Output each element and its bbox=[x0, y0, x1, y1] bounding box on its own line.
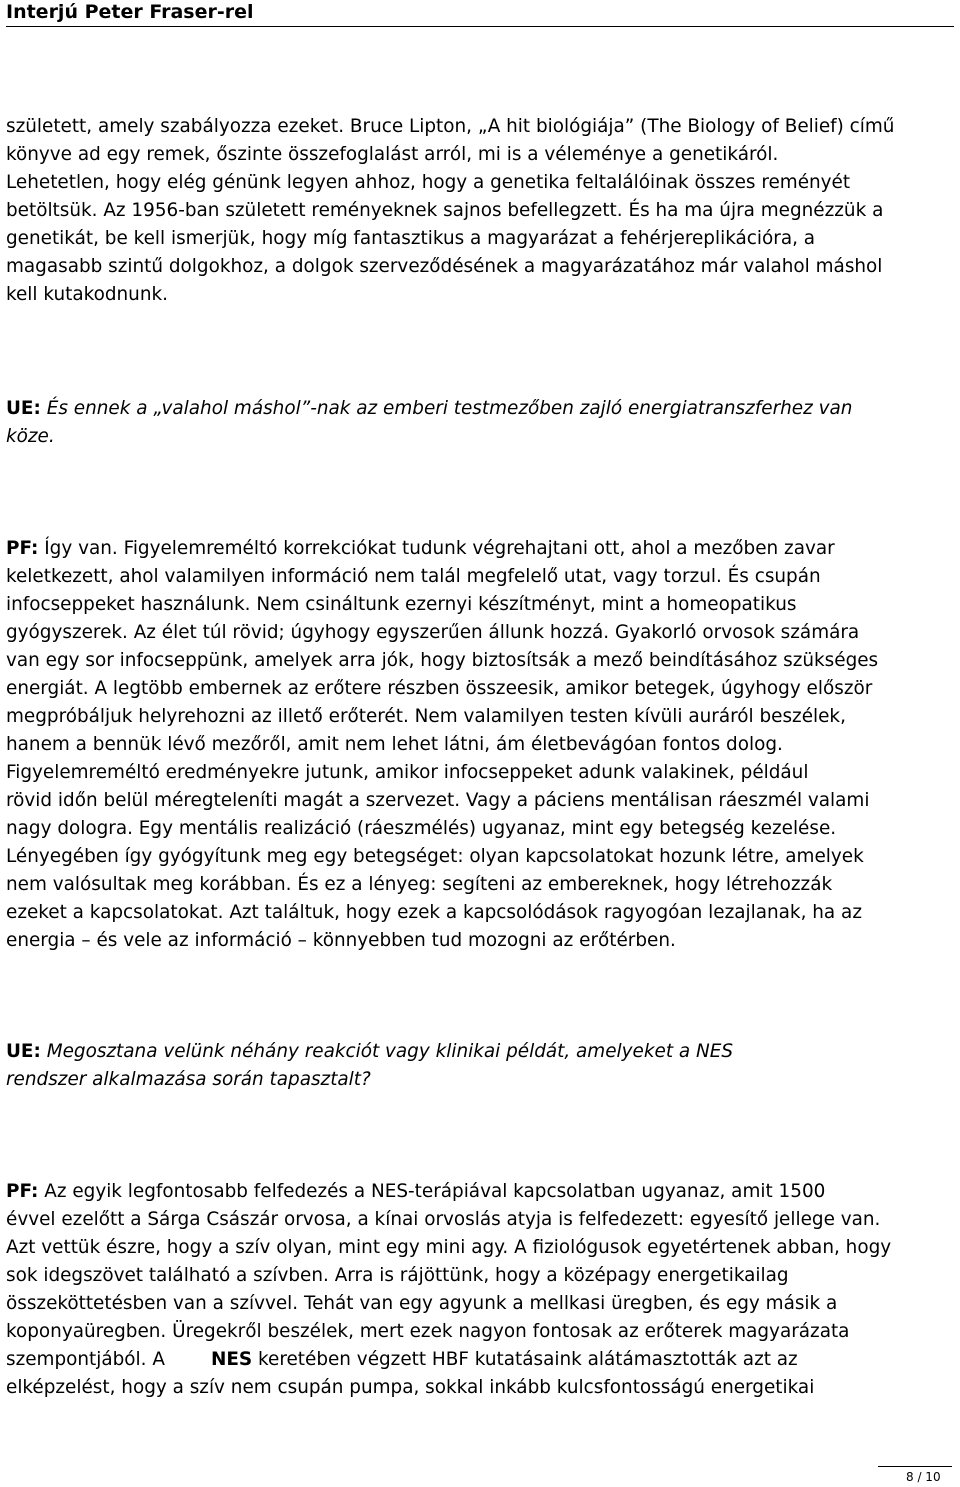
speaker-label-pf: PF: bbox=[6, 1181, 39, 1202]
answer-heart-brain bbox=[6, 1178, 956, 1402]
text-segment: keretében végzett HBF kutatásaink alátámasztották azt az bbox=[258, 1349, 798, 1370]
answer-text: Így van. Figyelemreméltó korrekciókat tudunk végrehajtani ott, ahol a mezőben zavar bbox=[44, 538, 835, 559]
text-line: Azt vettük észre, hogy a szív olyan, mint egy mini agy. A fiziológusok egyetértenek abban, hogy bbox=[6, 1237, 892, 1258]
question-text: Megosztana velünk néhány reakciót vagy klinikai példát, amelyeket a NES bbox=[46, 1041, 734, 1062]
question-text: rendszer alkalmazása során tapasztalt? bbox=[6, 1069, 371, 1090]
text-line: Lényegében így gyógyítunk meg egy betegséget: olyan kapcsolatokat hozunk létre, amelyek bbox=[6, 846, 864, 867]
text-line: Lehetetlen, hogy elég génünk legyen ahhoz, hogy a genetika feltalálóinak összes reményét bbox=[6, 172, 851, 193]
question-clinical-examples bbox=[6, 1038, 956, 1094]
text-line: könyve ad egy remek, őszinte összefoglalást arról, mi is a véleménye a genetikáról. bbox=[6, 144, 779, 165]
text-line: sok idegszövet található a szívben. Arra is rájöttünk, hogy a középagy energetikailag bbox=[6, 1265, 789, 1286]
question-text: És ennek a „valahol máshol”-nak az emberi testmezőben zajló energiatranszferhez van bbox=[46, 398, 853, 419]
text-line: nem valósultak meg korábban. És ez a lényeg: segíteni az embereknek, hogy létrehozzák bbox=[6, 874, 833, 895]
text-line: gyógyszerek. Az élet túl rövid; úgyhogy egyszerűen állunk hozzá. Gyakorló orvosok számára bbox=[6, 622, 860, 643]
text-segment: szempontjából. A bbox=[6, 1349, 165, 1370]
footer-divider bbox=[878, 1466, 952, 1467]
header-divider bbox=[6, 26, 954, 27]
text-line: koponyaüregben. Üregekről beszélek, mert ezek nagyon fontosak az erőterek magyarázata bbox=[6, 1321, 850, 1342]
text-line: magasabb szintű dolgokhoz, a dolgok szerveződésének a magyarázatához már valahol máshol bbox=[6, 256, 883, 277]
text-line: évvel ezelőtt a Sárga Császár orvosa, a kínai orvoslás atyja is felfedezett: egyesítő jellege van. bbox=[6, 1209, 881, 1230]
nes-bold-term: NES bbox=[210, 1349, 253, 1370]
text-line: nagy dologra. Egy mentális realizáció (ráeszmélés) ugyanaz, mint egy betegség kezelése. bbox=[6, 818, 837, 839]
text-line: elképzelést, hogy a szív nem csupán pumpa, sokkal inkább kulcsfontosságú energetikai bbox=[6, 1377, 815, 1398]
text-line: kell kutakodnunk. bbox=[6, 284, 168, 305]
text-line: született, amely szabályozza ezeket. Bruce Lipton, „A hit biológiája” (The Biology of Belief) című bbox=[6, 116, 895, 137]
text-line: megpróbáljuk helyrehozni az illető erőterét. Nem valamilyen testen kívüli auráról beszélek, bbox=[6, 706, 846, 727]
speaker-label-ue: UE: bbox=[6, 1041, 41, 1062]
text-line: hanem a bennük lévő mezőről, amit nem lehet látni, ám életbevágóan fontos dolog. bbox=[6, 734, 783, 755]
text-line: infocseppeket használunk. Nem csináltunk ezernyi készítményt, mint a homeopatikus bbox=[6, 594, 797, 615]
text-line: keletkezett, ahol valamilyen információ nem talál megfelelő utat, vagy torzul. És csupán bbox=[6, 566, 821, 587]
page-header-title: Interjú Peter Fraser-rel bbox=[6, 1, 254, 23]
text-line: genetikát, be kell ismerjük, hogy míg fantasztikus a magyarázat a fehérjereplikációra, a bbox=[6, 228, 816, 249]
text-line: összeköttetésben van a szívvel. Tehát van egy agyunk a mellkasi üregben, és egy másik a bbox=[6, 1293, 838, 1314]
text-line: van egy sor infocseppünk, amelyek arra jók, hogy biztosítsák a mező beindításához szükséges bbox=[6, 650, 879, 671]
answer-text: Az egyik legfontosabb felfedezés a NES-terápiával kapcsolatban ugyanaz, amit 1500 bbox=[44, 1181, 826, 1202]
question-energy-transfer bbox=[6, 395, 956, 451]
question-text: köze. bbox=[6, 426, 55, 447]
text-line: energia – és vele az információ – könnyebben tud mozogni az erőtérben. bbox=[6, 930, 676, 951]
answer-infodrops bbox=[6, 535, 956, 955]
paragraph-genetics bbox=[6, 113, 956, 309]
text-line: ezeket a kapcsolatokat. Azt találtuk, hogy ezek a kapcsolódások ragyogóan lezajlanak, ha az bbox=[6, 902, 862, 923]
text-line: Figyelemreméltó eredményekre jutunk, amikor infocseppeket adunk valakinek, például bbox=[6, 762, 809, 783]
text-line: rövid időn belül méregteleníti magát a szervezet. Vagy a páciens mentálisan ráeszmél valami bbox=[6, 790, 870, 811]
text-line: energiát. A legtöbb embernek az erőtere részben összeesik, amikor betegek, úgyhogy először bbox=[6, 678, 873, 699]
speaker-label-ue: UE: bbox=[6, 398, 41, 419]
text-line: betöltsük. Az 1956-ban született reményeknek sajnos befellegzett. És ha ma újra megnézzük a bbox=[6, 200, 884, 221]
speaker-label-pf: PF: bbox=[6, 538, 39, 559]
page-number: 8 / 10 bbox=[906, 1470, 941, 1484]
